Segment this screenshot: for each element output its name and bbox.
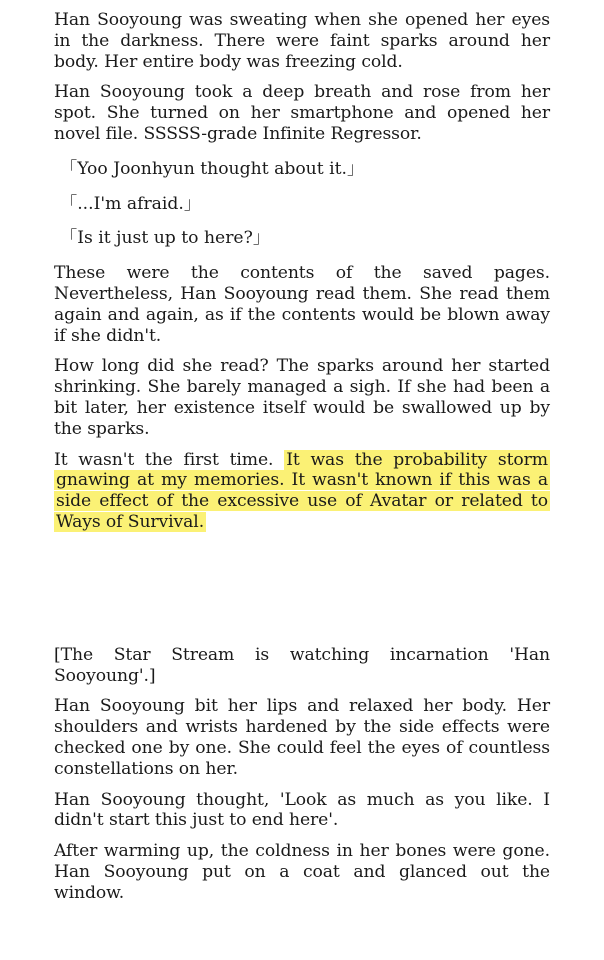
highlighted-text[interactable]: It was the probability storm gnawing at my memories. It wasn't known if this was a side effect of the excessive use of Avatar or related to Ways of Survival. <box>56 449 548 532</box>
paragraph: These were the contents of the saved pages. Nevertheless, Han Sooyoung read them. She read them again and again, as if the contents would be blown away if she didn't. <box>54 263 550 346</box>
paragraph: Han Sooyoung was sweating when she opened her eyes in the darkness. There were faint sparks around her body. Her entire body was freezing cold. <box>54 10 550 72</box>
quote-line: 「Yoo Joonhyun thought about it.」 <box>60 158 365 179</box>
paragraph: Han Sooyoung took a deep breath and rose from her spot. She turned on her smartphone and opened her novel file. SSSSS-grade Infinite Regressor. <box>54 82 550 144</box>
paragraph: How long did she read? The sparks around her started shrinking. She barely managed a sigh. If she had been a bit later, her existence itself would be swallowed up by the sparks. <box>54 356 550 439</box>
system-message: [The Star Stream is watching incarnation 'Han Sooyoung'.] <box>54 644 550 686</box>
quote-line: 「...I'm afraid.」 <box>60 193 202 214</box>
reader-page <box>54 10 550 904</box>
blank-space <box>54 533 550 645</box>
paragraph: Han Sooyoung thought, 'Look as much as you like. I didn't start this just to end here'. <box>54 789 550 831</box>
quote-line: 「Is it just up to here?」 <box>60 228 271 249</box>
highlight-paragraph <box>54 450 550 533</box>
paragraph: Han Sooyoung bit her lips and relaxed her body. Her shoulders and wrists hardened by the side effects were checked one by one. She could feel the eyes of countless constellations on her. <box>54 696 550 779</box>
plain-text: It wasn't the first time. <box>54 449 274 470</box>
paragraph: After warming up, the coldness in her bones were gone. Han Sooyoung put on a coat and glanced out the window. <box>54 841 550 903</box>
